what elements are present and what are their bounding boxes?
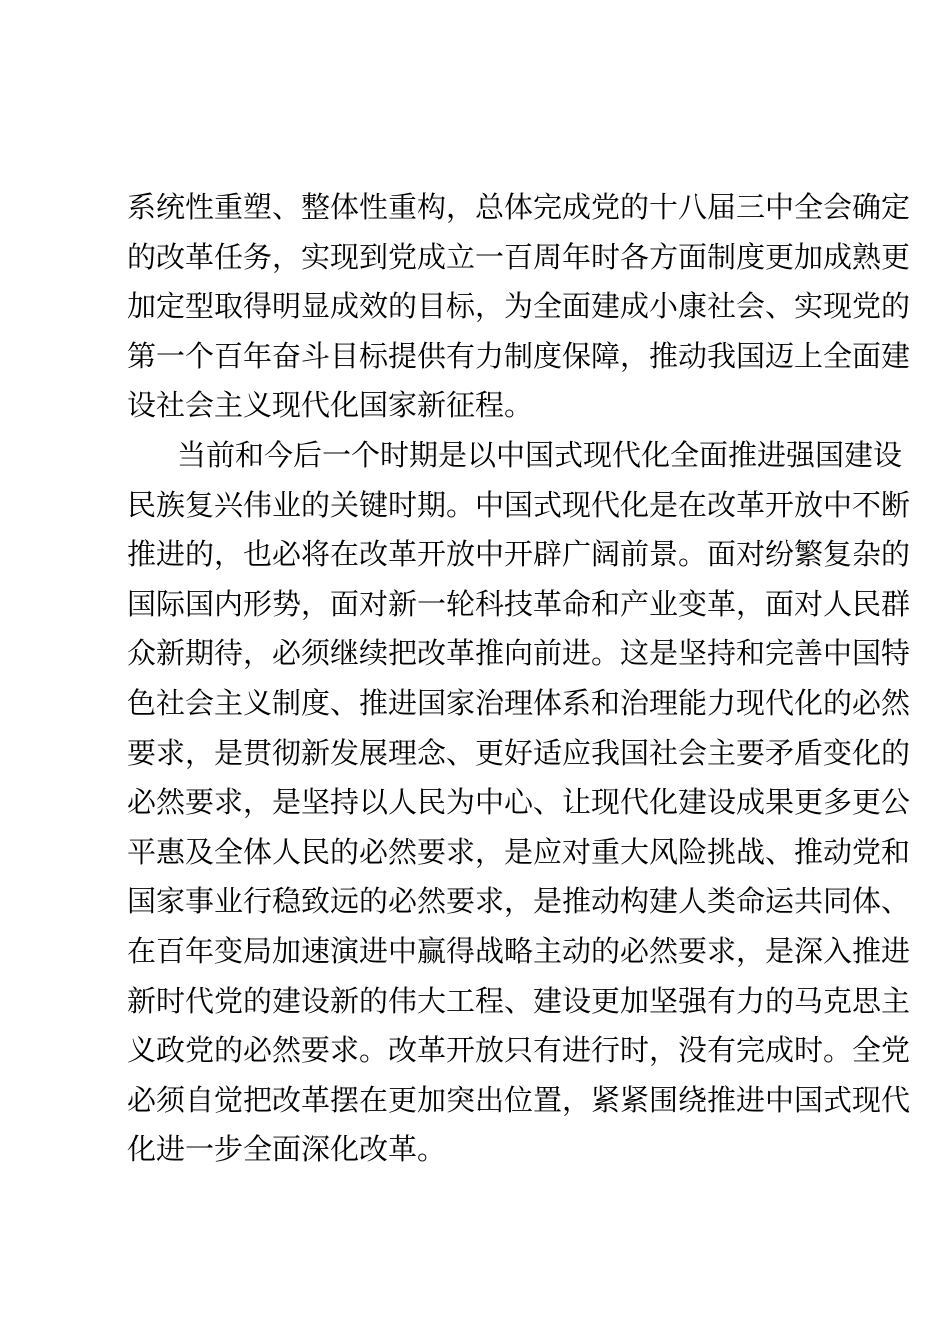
paragraph-main — [127, 431, 911, 1175]
text-line: 在百年变局加速演进中赢得战略主动的必然要求，是深入推进 — [127, 933, 911, 968]
paragraph-continued — [127, 183, 911, 431]
text-line: 要求，是贯彻新发展理念、更好适应我国社会主要矛盾变化的 — [127, 735, 911, 770]
text-line: 国际国内形势，面对新一轮科技革命和产业变革，面对人民群 — [127, 586, 911, 621]
text-line-indented: 当前和今后一个时期是以中国式现代化全面推进强国建设 — [177, 438, 903, 472]
text-line: 必须自觉把改革摆在更加突出位置，紧紧围绕推进中国式现代 — [127, 1082, 911, 1117]
text-line: 必然要求，是坚持以人民为中心、让现代化建设成果更多更公 — [127, 785, 911, 820]
text-line: 的改革任务，实现到党成立一百周年时各方面制度更加成熟更 — [127, 239, 911, 274]
text-line: 义政党的必然要求。改革开放只有进行时，没有完成时。全党 — [127, 1033, 911, 1068]
text-line: 色社会主义制度、推进国家治理体系和治理能力现代化的必然 — [127, 685, 911, 720]
text-line: 众新期待，必须继续把改革推向前进。这是坚持和完善中国特 — [127, 636, 911, 671]
text-line: 民族复兴伟业的关键时期。中国式现代化是在改革开放中不断 — [127, 487, 911, 522]
text-line: 化进一步全面深化改革。 — [127, 1132, 447, 1167]
text-line: 加定型取得明显成效的目标，为全面建成小康社会、实现党的 — [127, 289, 911, 324]
text-line: 新时代党的建设新的伟大工程、建设更加坚强有力的马克思主 — [127, 983, 911, 1018]
text-line: 第一个百年奋斗目标提供有力制度保障，推动我国迈上全面建 — [127, 338, 911, 373]
text-line: 设社会主义现代化国家新征程。 — [127, 388, 534, 423]
text-line: 系统性重塑、整体性重构，总体完成党的十八届三中全会确定 — [127, 190, 911, 224]
text-line: 国家事业行稳致远的必然要求，是推动构建人类命运共同体、 — [127, 884, 911, 919]
text-line: 平惠及全体人民的必然要求，是应对重大风险挑战、推动党和 — [127, 834, 911, 869]
text-line: 推进的，也必将在改革开放中开辟广阔前景。面对纷繁复杂的 — [127, 537, 911, 572]
